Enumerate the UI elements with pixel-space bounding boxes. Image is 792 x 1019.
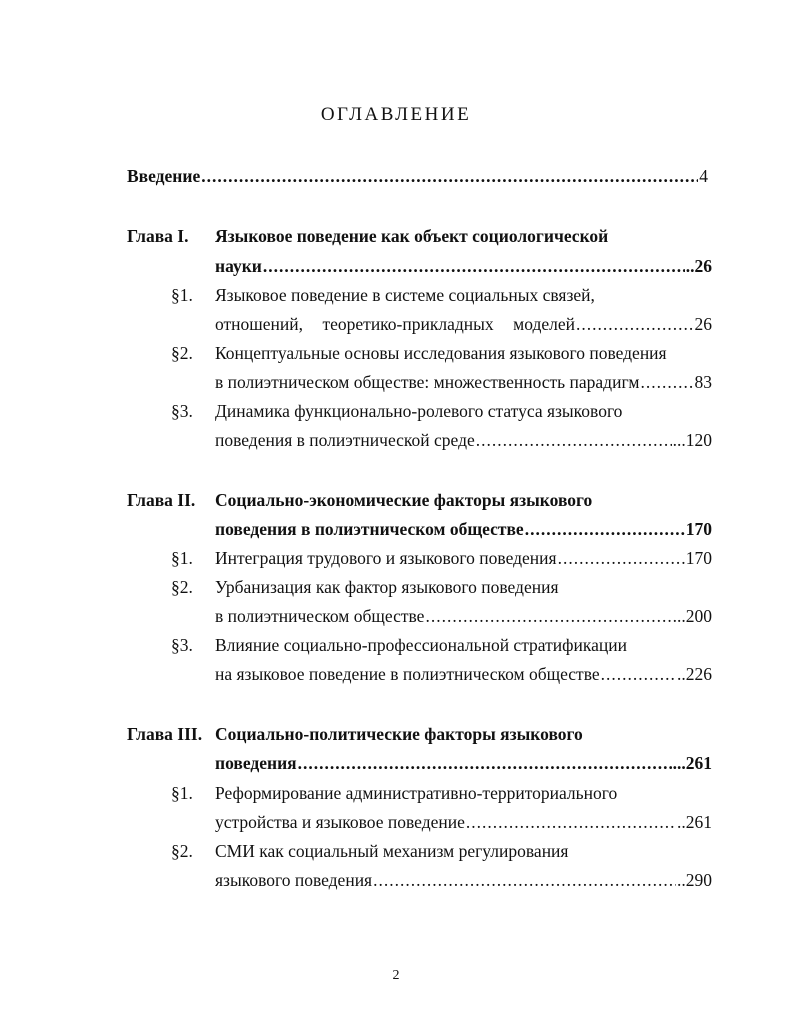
- chapter-2-label: Глава II.: [127, 490, 196, 510]
- section-3-1-number: §1.: [171, 783, 193, 803]
- section-1-2-page: 83: [694, 372, 712, 392]
- toc-intro-entry[interactable]: [127, 164, 708, 188]
- leader-dots: [373, 868, 676, 892]
- page-number: 2: [392, 968, 400, 983]
- chapter-2-title-line1[interactable]: Социально-экономические факторы языкового: [215, 490, 593, 510]
- section-3-2-line1[interactable]: СМИ как социальный механизм регулирования: [215, 841, 569, 861]
- leader-dots: [425, 604, 671, 628]
- chapter-3-title-end: поведения: [215, 753, 297, 773]
- intro-label: Введение: [127, 166, 201, 186]
- section-1-3-page: ...120: [672, 430, 712, 450]
- chapter-2-page: 170: [685, 519, 712, 539]
- section-2-3-number: §3.: [171, 635, 193, 655]
- section-1-3-line2-text: поведения в полиэтнической среде: [215, 430, 475, 450]
- section-1-1-line2[interactable]: [215, 312, 712, 336]
- word: отношений,: [215, 314, 303, 334]
- word: теоретико-прикладных: [322, 314, 494, 334]
- section-3-2-line2[interactable]: [215, 868, 712, 892]
- section-1-3-line2[interactable]: [215, 428, 712, 452]
- leader-dots: [576, 312, 694, 336]
- chapter-3-label: Глава III.: [127, 724, 203, 744]
- section-2-3-line1[interactable]: Влияние социально-профессиональной стратификации: [215, 635, 627, 655]
- section-1-1-line1[interactable]: Языковое поведение в системе социальных связей,: [215, 285, 595, 305]
- section-2-1-text: Интеграция трудового и языкового поведения: [215, 548, 557, 568]
- leader-dots: [476, 428, 672, 452]
- chapter-2-title-end: поведения в полиэтническом обществе: [215, 519, 524, 539]
- leader-dots: [466, 810, 676, 834]
- toc-title: ОГЛАВЛЕНИЕ: [320, 104, 472, 125]
- chapter-3-title-line2[interactable]: [215, 751, 712, 775]
- leader-dots: [263, 254, 685, 278]
- section-1-1-line2-text: [215, 312, 575, 336]
- section-2-3-line2[interactable]: [215, 662, 712, 686]
- section-1-1-number: §1.: [171, 285, 193, 305]
- chapter-2-title-line2[interactable]: [215, 517, 712, 541]
- section-1-2-line2-text: в полиэтническом обществе: множественность парадигм: [215, 372, 640, 392]
- leader-dots: [558, 546, 685, 570]
- section-1-3-line1[interactable]: Динамика функционально-ролевого статуса языкового: [215, 401, 623, 421]
- leader-dots: [601, 662, 676, 686]
- section-3-1-line2[interactable]: [215, 810, 712, 834]
- section-2-1-line1[interactable]: [215, 546, 712, 570]
- section-3-1-line1[interactable]: Реформирование административно-территориального: [215, 783, 618, 803]
- section-1-2-line1[interactable]: Концептуальные основы исследования языкового поведения: [215, 343, 667, 363]
- section-2-2-line2[interactable]: [215, 604, 712, 628]
- intro-page: 4: [699, 166, 708, 186]
- chapter-3-title-line1[interactable]: Социально-политические факторы языкового: [215, 724, 583, 744]
- section-1-3-number: §3.: [171, 401, 193, 421]
- section-1-1-page: 26: [694, 314, 712, 334]
- section-2-2-line1[interactable]: Урбанизация как фактор языкового поведения: [215, 577, 559, 597]
- section-2-3-line2-text: на языковое поведение в полиэтническом обществе: [215, 664, 600, 684]
- section-2-2-line2-text: в полиэтническом обществе: [215, 606, 425, 626]
- chapter-1-title-line2[interactable]: [215, 254, 712, 278]
- section-2-2-number: §2.: [171, 577, 193, 597]
- section-2-1-page: 170: [685, 548, 712, 568]
- chapter-3-page: ...261: [672, 753, 712, 773]
- section-3-1-line2-text: устройства и языковое поведение: [215, 812, 465, 832]
- chapter-1-title-end: науки: [215, 256, 262, 276]
- leader-dots: [201, 164, 698, 188]
- leader-dots: [640, 370, 693, 394]
- leader-dots: [525, 517, 685, 541]
- section-2-2-page: ...200: [672, 606, 712, 626]
- section-2-3-page: ..226: [677, 664, 712, 684]
- chapter-1-page: ..26: [685, 256, 712, 276]
- section-3-2-line2-text: языкового поведения: [215, 870, 373, 890]
- section-3-1-page: ..261: [677, 812, 712, 832]
- leader-dots: [298, 751, 672, 775]
- chapter-1-title-line1[interactable]: Языковое поведение как объект социологической: [215, 226, 609, 246]
- section-1-2-line2[interactable]: [215, 370, 712, 394]
- word: моделей: [513, 314, 575, 334]
- section-3-2-page: ..290: [677, 870, 712, 890]
- chapter-1-label: Глава I.: [127, 226, 189, 246]
- section-3-2-number: §2.: [171, 841, 193, 861]
- section-2-1-number: §1.: [171, 548, 193, 568]
- section-1-2-number: §2.: [171, 343, 193, 363]
